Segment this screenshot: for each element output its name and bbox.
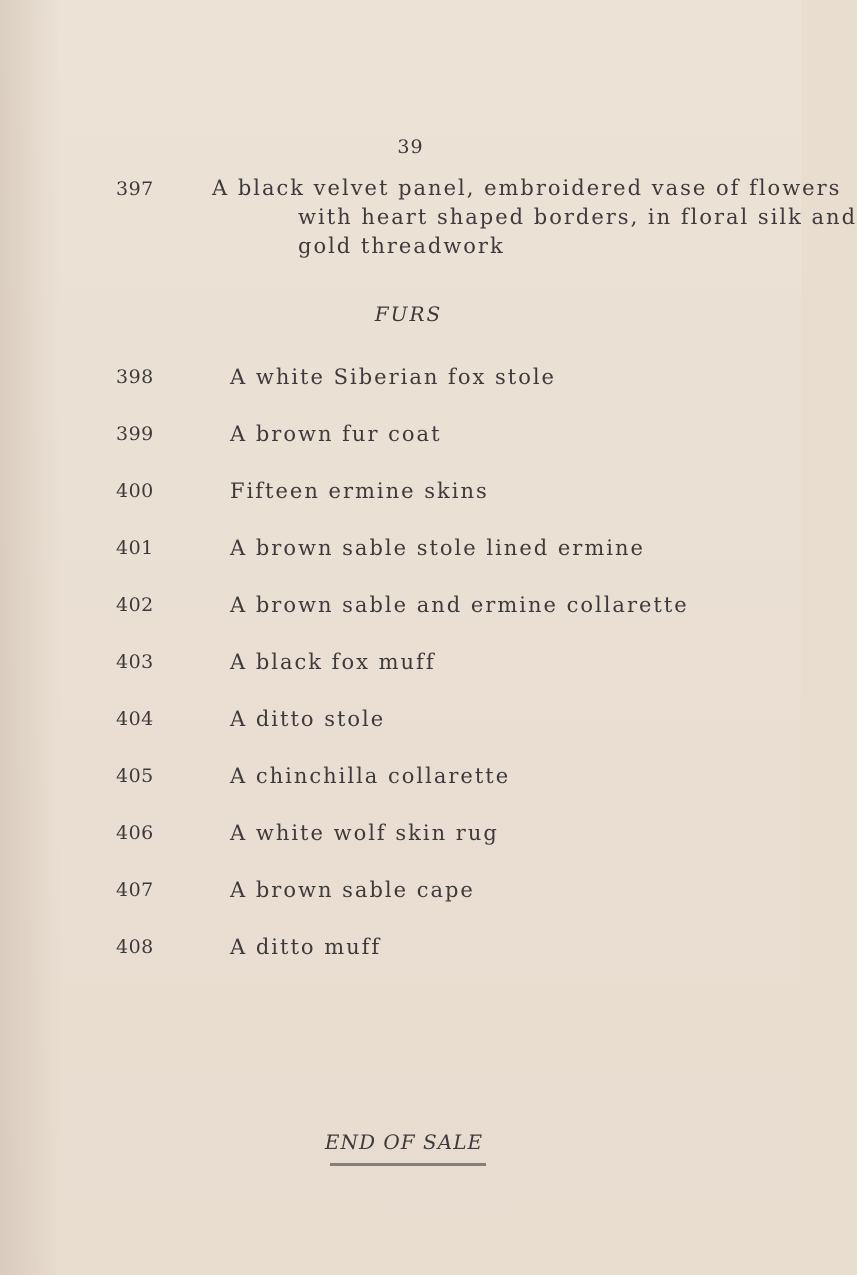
lot-number: 403 xyxy=(116,651,154,673)
lot-description-line: with heart shaped borders, in floral silk and xyxy=(298,205,857,229)
lot-number: 398 xyxy=(116,366,154,388)
lot-number: 399 xyxy=(116,423,154,445)
lot-description: A brown sable and ermine collarette xyxy=(230,593,689,617)
lot-description: A chinchilla collarette xyxy=(230,764,511,788)
lot-number: 404 xyxy=(116,708,154,730)
lot-description: A white Siberian fox stole xyxy=(230,365,556,389)
lot-number: 402 xyxy=(116,594,154,616)
lot-description: A black fox muff xyxy=(230,650,436,674)
lot-description-line: A black velvet panel, embroidered vase of flowers xyxy=(212,176,842,200)
lot-number: 406 xyxy=(116,822,154,844)
lot-description: A ditto muff xyxy=(230,935,382,959)
lot-description: Fifteen ermine skins xyxy=(230,479,489,503)
section-heading: FURS xyxy=(374,302,443,326)
lot-description: A brown fur coat xyxy=(230,422,442,446)
lot-description: A ditto stole xyxy=(230,707,386,731)
lot-number: 408 xyxy=(116,936,154,958)
lot-description: A brown sable cape xyxy=(230,878,475,902)
lot-number: 401 xyxy=(116,537,154,559)
lot-description: A brown sable stole lined ermine xyxy=(230,536,645,560)
lot-description-line: gold threadwork xyxy=(298,234,505,258)
page-number: 39 xyxy=(397,136,424,158)
lot-number: 405 xyxy=(116,765,154,787)
end-rule-divider xyxy=(330,1163,486,1166)
end-of-sale: END OF SALE xyxy=(324,1130,484,1154)
lot-number: 407 xyxy=(116,879,154,901)
lot-number: 397 xyxy=(116,178,154,200)
lot-number: 400 xyxy=(116,480,154,502)
lot-description xyxy=(212,174,857,261)
lot-description: A white wolf skin rug xyxy=(230,821,499,845)
